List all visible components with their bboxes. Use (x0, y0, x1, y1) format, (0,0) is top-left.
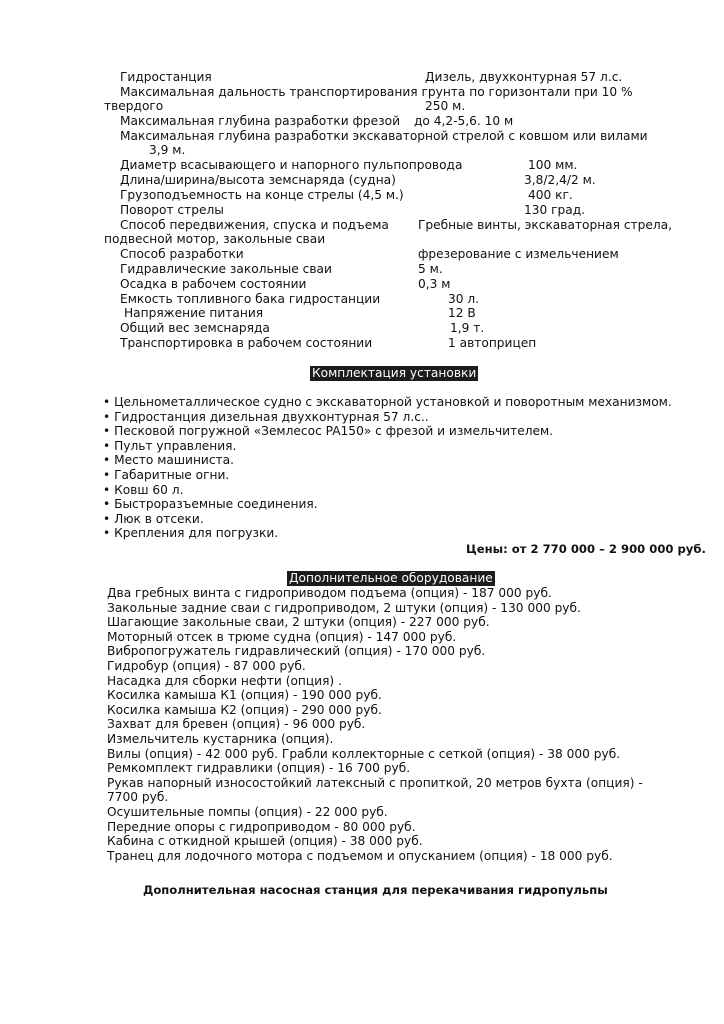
spec-boom-depth-value: 3,9 м. (149, 143, 186, 157)
spec-voltage-label: Напряжение питания (124, 306, 264, 320)
kit-section-title: Комплектация установки (312, 366, 477, 380)
extra-equipment-line: Измельчитель кустарника (опция). (107, 732, 334, 746)
extra-equipment-line: Шагающие закольные сваи, 2 штуки (опция) - 227 000 руб. (107, 615, 490, 630)
kit-list-item (103, 439, 236, 454)
spec-method-label: Способ разработки (120, 247, 244, 261)
extra-equipment-line: Косилка камыша К1 (опция) - 190 000 руб. (107, 688, 382, 703)
spec-movement-value: Гребные винты, экскаваторная стрела, (418, 218, 673, 232)
bullet-icon: • (103, 526, 115, 541)
spec-pipe-label: Диаметр всасывающего и напорного пульпопровода (120, 158, 463, 172)
kit-list-item-text: Габаритные огни. (114, 468, 230, 482)
extra-equipment-line: Насадка для сборки нефти (опция) . (107, 673, 342, 688)
extra-equipment-line: Вилы (опция) - 42 000 руб. Грабли коллекторные с сеткой (опция) - 38 000 руб. (107, 746, 621, 761)
kit-list-item-text: Гидростанция дизельная двухконтурная 57 л.с.. (114, 409, 429, 424)
extra-equipment-line: Два гребных винта с гидроприводом подъема (опция) - 187 000 руб. (107, 586, 552, 600)
kit-list-item (103, 424, 553, 439)
spec-rotation-value: 130 град. (524, 203, 586, 217)
extra-equipment-line: Рукав напорный износостойкий латексный с пропиткой, 20 метров бухта (опция) - (107, 775, 643, 790)
kit-list-item (103, 453, 234, 468)
extra-equipment-line: Захват для бревен (опция) - 96 000 руб. (107, 717, 366, 732)
kit-list-item-text: Люк в отсеки. (114, 511, 204, 526)
spec-voltage-value: 12 В (448, 306, 476, 320)
spec-weight-label: Общий вес земснаряда (120, 321, 270, 335)
bullet-icon: • (103, 453, 115, 468)
spec-piles-label: Гидравлические закольные сваи (120, 262, 332, 276)
kit-list-item (103, 497, 318, 512)
spec-range-line2: твердого (104, 99, 164, 113)
spec-dims-value: 3,8/2,4/2 м. (524, 173, 596, 187)
extra-equipment-line: Транец для лодочного мотора с подъемом и опусканием (опция) - 18 000 руб. (107, 848, 613, 863)
kit-list-item (103, 395, 672, 410)
bullet-icon: • (103, 438, 115, 453)
spec-movement-line2: подвесной мотор, закольные сваи (104, 232, 326, 246)
spec-tank-label: Емкость топливного бака гидростанции (120, 292, 381, 306)
extra-equipment-line: Кабина с откидной крышей (опция) - 38 000 руб. (107, 834, 423, 849)
kit-list-item (103, 468, 229, 483)
spec-boom-depth-label: Максимальная глубина разработки экскаваторной стрелой с ковшом или вилами (120, 129, 648, 143)
kit-list-item-text: Пульт управления. (114, 438, 237, 453)
bullet-icon: • (103, 395, 115, 409)
extra-section-title: Дополнительное оборудование (289, 571, 493, 585)
spec-weight-value: 1,9 т. (450, 321, 485, 335)
spec-hydro-value: Дизель, двухконтурная 57 л.с. (425, 70, 623, 84)
spec-mill-depth-label: Максимальная глубина разработки фрезой (120, 114, 401, 128)
bullet-icon: • (103, 468, 115, 482)
kit-list-item-text: Место машиниста. (114, 453, 234, 468)
kit-list-item (103, 410, 429, 425)
spec-piles-value: 5 м. (418, 262, 443, 276)
bullet-icon: • (103, 424, 115, 439)
kit-price: Цены: от 2 770 000 – 2 900 000 руб. (466, 542, 706, 556)
bullet-icon: • (103, 482, 115, 497)
bullet-icon: • (103, 409, 115, 424)
extra-equipment-line: Ремкомплект гидравлики (опция) - 16 700 руб. (107, 761, 411, 776)
kit-list-item-text: Быстроразъемные соединения. (114, 497, 318, 512)
spec-range-line1: Максимальная дальность транспортирования грунта по горизонтали при 10 % (120, 85, 633, 99)
footer-heading: Дополнительная насосная станция для перекачивания гидропульпы (143, 883, 608, 897)
kit-list-item-text: Крепления для погрузки. (114, 526, 279, 541)
extra-equipment-line: Вибропогружатель гидравлический (опция) - 170 000 руб. (107, 644, 486, 659)
kit-list-item-text: Ковш 60 л. (114, 482, 184, 497)
extra-equipment-line: Закольные задние сваи с гидроприводом, 2 штуки (опция) - 130 000 руб. (107, 600, 581, 615)
spec-capacity-value: 400 кг. (528, 188, 573, 202)
extra-equipment-line: 7700 руб. (107, 790, 169, 805)
bullet-icon: • (103, 497, 115, 512)
spec-draft-value: 0,3 м (418, 277, 451, 291)
spec-dims-label: Длина/ширина/высота земснаряда (судна) (120, 173, 396, 187)
spec-tank-value: 30 л. (448, 292, 480, 306)
extra-equipment-line: Гидробур (опция) - 87 000 руб. (107, 659, 306, 673)
extra-equipment-line: Передние опоры с гидроприводом - 80 000 руб. (107, 819, 416, 834)
kit-list-item (103, 512, 204, 527)
kit-list-item (103, 483, 183, 498)
extra-equipment-line: Осушительные помпы (опция) - 22 000 руб. (107, 805, 388, 819)
spec-capacity-label: Грузоподъемность на конце стрелы (4,5 м.) (120, 188, 404, 202)
spec-movement-label: Способ передвижения, спуска и подъема (120, 218, 389, 232)
spec-mill-depth-value: до 4,2-5,6. 10 м (414, 114, 514, 128)
spec-method-value: фрезерование с измельчением (418, 247, 619, 261)
spec-pipe-value: 100 мм. (528, 158, 578, 172)
kit-list-item (103, 526, 278, 541)
kit-list-item-text: Песковой погружной «Землесос PA150» с фрезой и измельчителем. (114, 424, 554, 439)
spec-transport-value: 1 автоприцеп (448, 336, 537, 350)
spec-draft-label: Осадка в рабочем состоянии (120, 277, 307, 291)
spec-range-value: 250 м. (425, 99, 466, 113)
spec-transport-label: Транспортировка в рабочем состоянии (120, 336, 373, 350)
kit-list-item-text: Цельнометаллическое судно с экскаваторной установкой и поворотным механизмом. (114, 395, 672, 409)
spec-rotation-label: Поворот стрелы (120, 203, 224, 217)
spec-hydro-label: Гидростанция (120, 70, 212, 84)
bullet-icon: • (103, 511, 115, 526)
extra-equipment-line: Косилка камыша К2 (опция) - 290 000 руб. (107, 702, 382, 717)
extra-equipment-line: Моторный отсек в трюме судна (опция) - 147 000 руб. (107, 629, 457, 644)
